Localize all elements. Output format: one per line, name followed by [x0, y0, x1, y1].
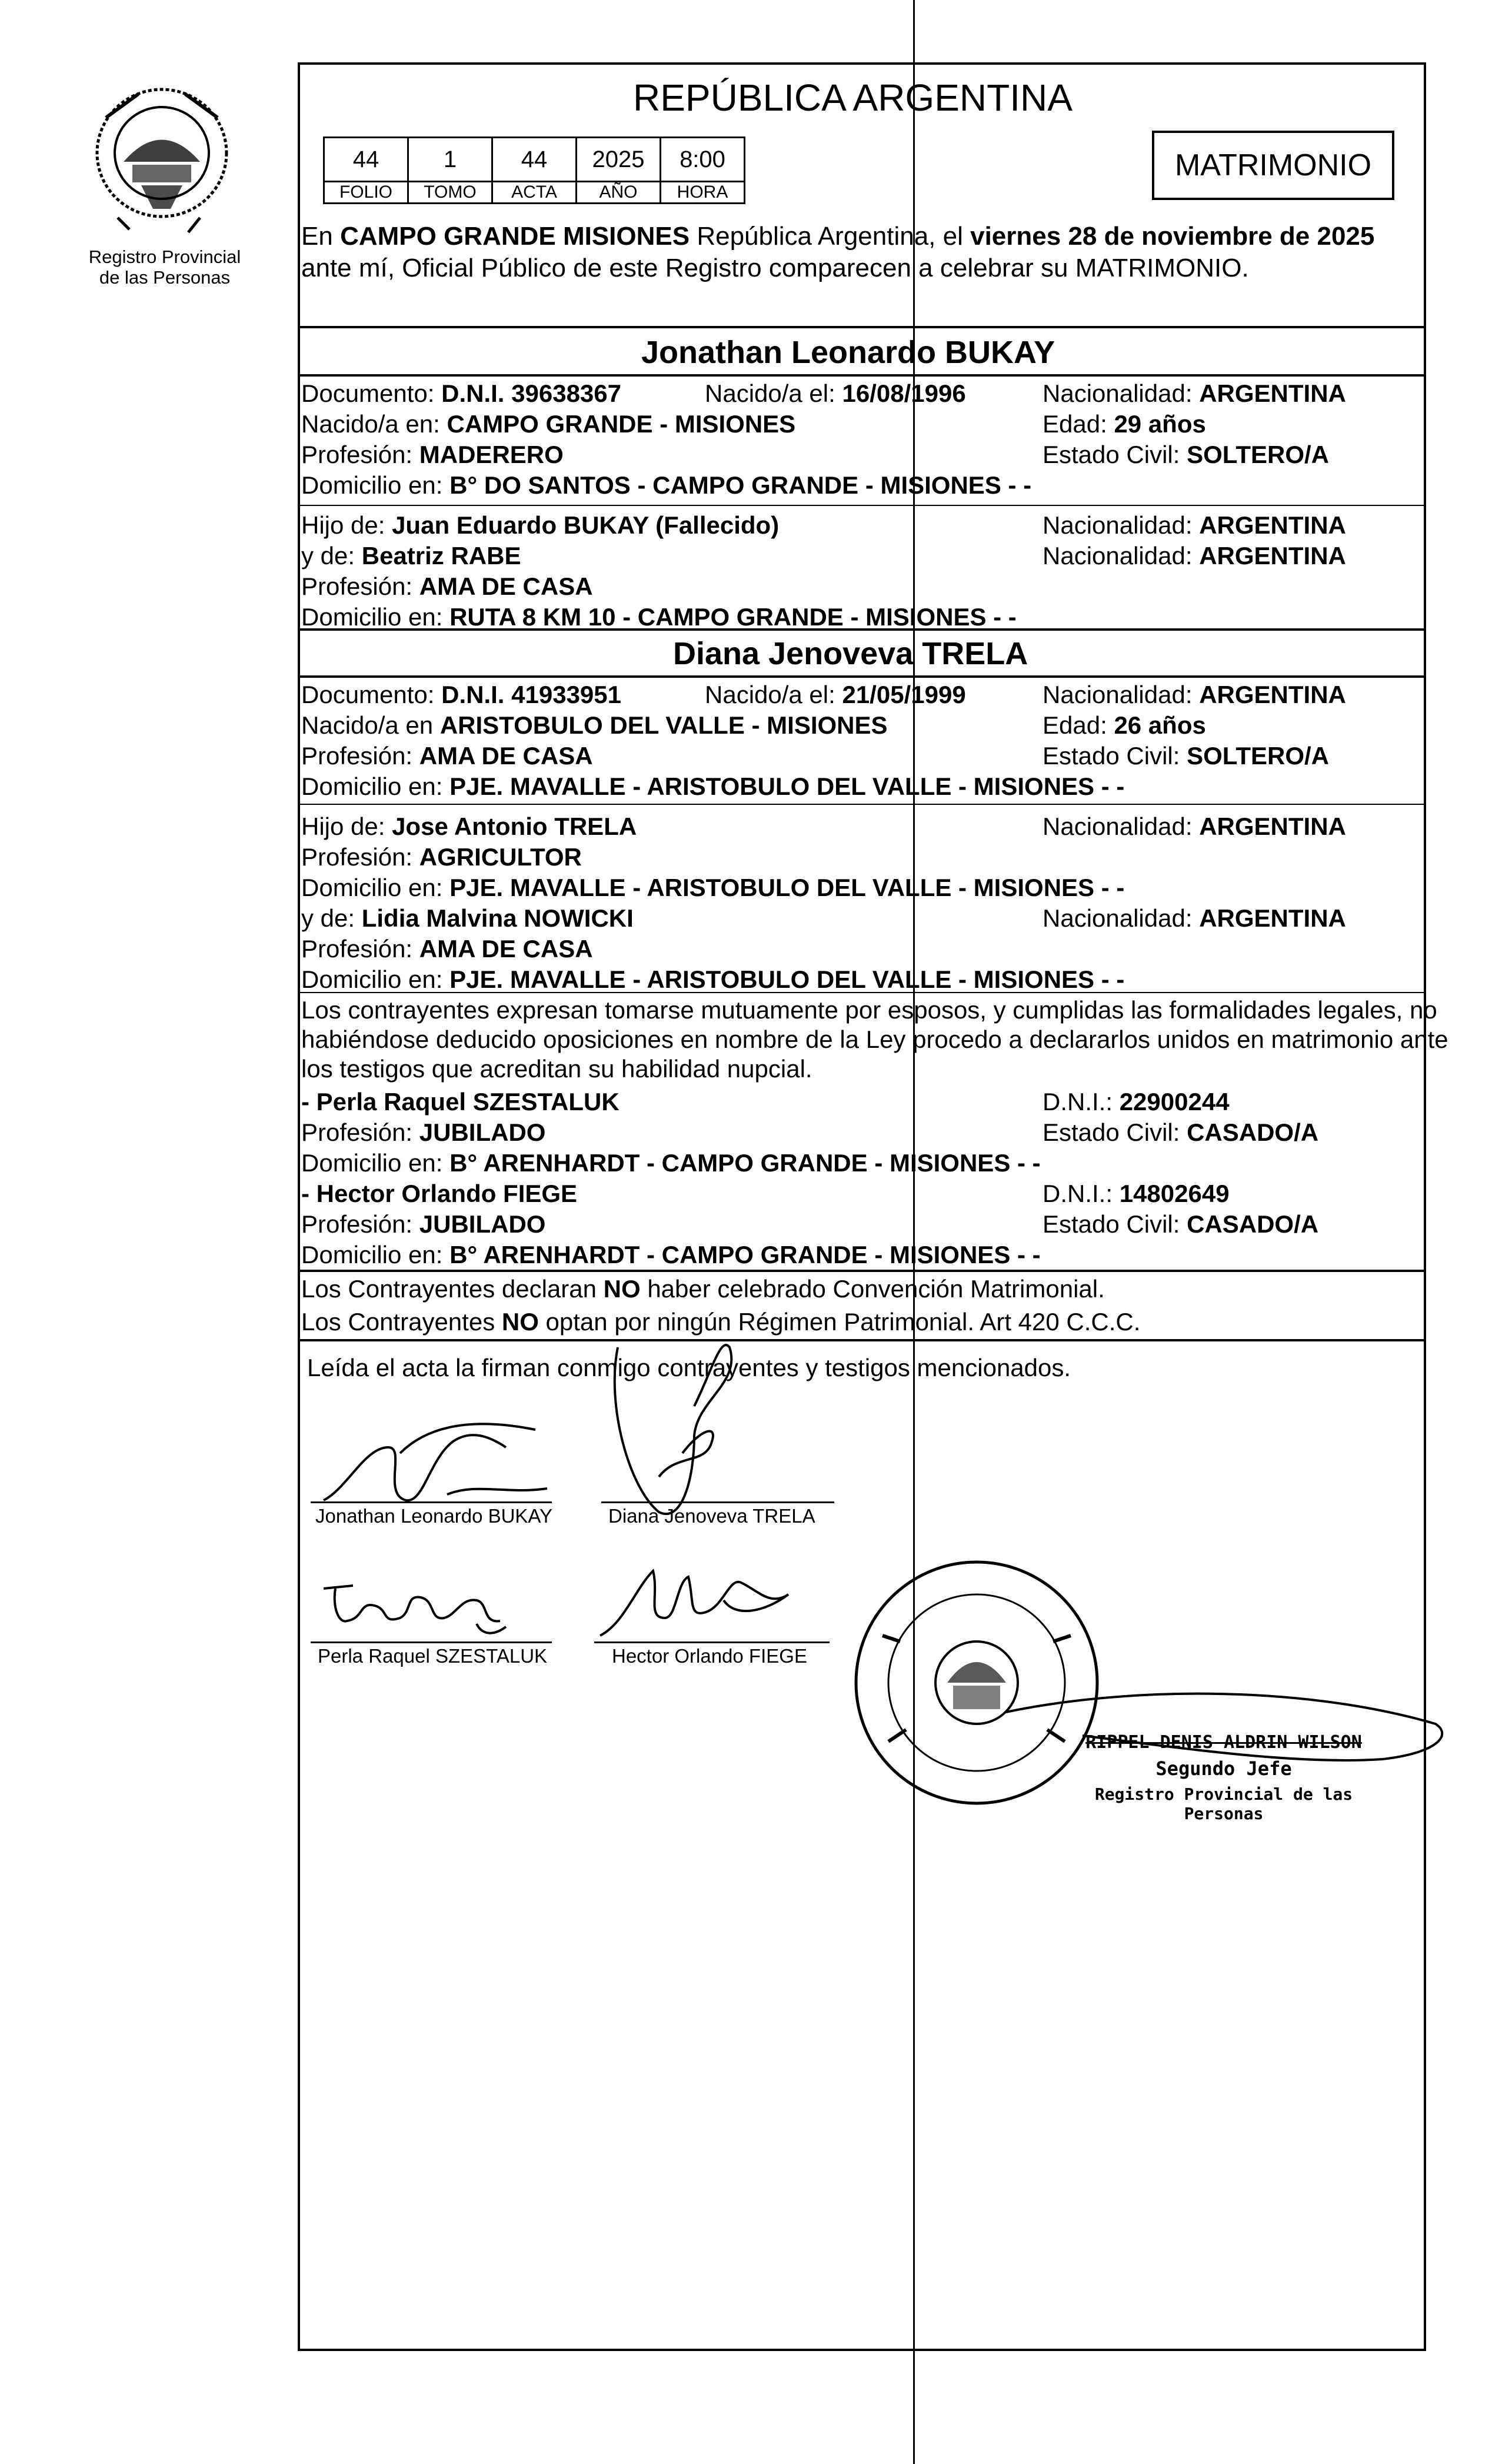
value: 14802649 [1119, 1180, 1230, 1207]
signature-line [311, 1501, 552, 1503]
witness2-profession [301, 1212, 545, 1237]
hora-value: 8:00 [661, 138, 745, 182]
value: 26 años [1114, 711, 1206, 739]
spouse1-mother-nationality [1043, 544, 1346, 568]
spouse1-father-nationality [1043, 513, 1346, 538]
label: Profesión: [301, 1118, 413, 1146]
text: Los Contrayentes declaran [301, 1275, 597, 1303]
spouse2-civil-status [1043, 744, 1329, 768]
label: Profesión: [301, 742, 413, 770]
witness2-signature [588, 1559, 800, 1641]
spouse2-birthdate [705, 682, 966, 707]
value: JUBILADO [419, 1118, 546, 1146]
label: Profesión: [301, 935, 413, 963]
province-seal-emblem [82, 82, 241, 259]
spouse2-profession [301, 744, 593, 768]
text: optan por ningún Régimen Patrimonial. Art 420 C.C.C. [545, 1308, 1141, 1336]
witness1-civil-status [1043, 1120, 1318, 1145]
ano-value: 2025 [577, 138, 661, 182]
spouse1-name: Jonathan Leonardo BUKAY [641, 335, 1055, 370]
label: Documento: [301, 379, 435, 407]
value: 16/08/1996 [842, 379, 966, 407]
label: Domicilio en: [301, 603, 443, 631]
witness1-signature [318, 1565, 512, 1641]
witness1-address [301, 1151, 1041, 1176]
label: Nacionalidad: [1043, 813, 1193, 840]
label: Nacido/a en [301, 711, 434, 739]
value: PJE. MAVALLE - ARISTOBULO DEL VALLE - MISIONES - - [449, 874, 1125, 901]
acta-label: ACTA [492, 182, 577, 204]
value: CASADO/A [1187, 1210, 1319, 1238]
declaration-line1: Los contrayentes expresan tomarse mutuamente por esposos, y cumplidas las formalidades legales, no [301, 996, 1437, 1024]
divider [298, 1339, 1426, 1341]
divider [298, 374, 1426, 377]
label: Hijo de: [301, 511, 385, 539]
spouse1-birthdate [705, 381, 966, 406]
emblem-caption [76, 247, 253, 288]
value: ARGENTINA [1199, 813, 1346, 840]
divider [298, 1270, 1426, 1272]
value: Lidia Malvina NOWICKI [361, 904, 634, 932]
value: B° DO SANTOS - CAMPO GRANDE - MISIONES - - [449, 471, 1032, 499]
label: Nacido/a el: [705, 379, 835, 407]
spouse2-signature-caption: Diana Jenoveva TRELA [608, 1505, 815, 1527]
divider [298, 628, 1426, 631]
text: haber celebrado Convención Matrimonial. [647, 1275, 1105, 1303]
witness1-dni [1043, 1090, 1230, 1114]
label: Estado Civil: [1043, 441, 1180, 468]
spouse2-birthplace [301, 713, 888, 738]
value: CASADO/A [1187, 1118, 1319, 1146]
spouse2-signature [594, 1336, 782, 1524]
value: AMA DE CASA [419, 742, 593, 770]
spouse2-age [1043, 713, 1206, 738]
label: Estado Civil: [1043, 742, 1180, 770]
spouse2-mother-nationality [1043, 906, 1346, 931]
value: MADERERO [419, 441, 564, 468]
label: Nacionalidad: [1043, 379, 1193, 407]
spouse2-documento [301, 682, 621, 707]
label: D.N.I.: [1043, 1088, 1113, 1116]
value: ARGENTINA [1199, 681, 1346, 708]
label: Nacionalidad: [1043, 904, 1193, 932]
spouse2-mother-profession [301, 937, 593, 961]
emblem-caption-line1: Registro Provincial [88, 247, 241, 267]
witness2-address [301, 1243, 1041, 1267]
spouse2-father-nationality [1043, 814, 1346, 839]
spouse2-nationality [1043, 682, 1346, 707]
label: Nacido/a en: [301, 410, 440, 438]
spouse1-nationality [1043, 381, 1346, 406]
label: Domicilio en: [301, 1149, 443, 1177]
label: y de: [301, 542, 355, 570]
convention-statement [301, 1277, 1105, 1301]
divider [298, 326, 1426, 328]
spouse2-mother [301, 906, 634, 931]
divider [298, 992, 1426, 993]
label: Domicilio en: [301, 471, 443, 499]
label: Nacionalidad: [1043, 511, 1193, 539]
page-title: REPÚBLICA ARGENTINA [633, 76, 1073, 119]
label: Profesión: [301, 843, 413, 871]
spouse2-father-profession [301, 845, 582, 870]
intro-country: República Argentina, el [697, 222, 963, 251]
spouse2-father [301, 814, 637, 839]
regime-statement [301, 1310, 1140, 1334]
official-block [1059, 1732, 1388, 1823]
negation: NO [501, 1308, 539, 1336]
spouse1-documento [301, 381, 621, 406]
intro-place: CAMPO GRANDE MISIONES [340, 222, 690, 251]
spouse1-address [301, 473, 1031, 498]
label: Edad: [1043, 711, 1107, 739]
label: Nacionalidad: [1043, 542, 1193, 570]
witness1-name: - Perla Raquel SZESTALUK [301, 1088, 620, 1116]
spouse2-mother-address [301, 967, 1124, 992]
spouse1-father [301, 513, 779, 538]
spouse2-address [301, 774, 1124, 799]
intro-line2: ante mí, Oficial Público de este Registro comparecen a celebrar su MATRIMONIO. [301, 254, 1249, 282]
label: Domicilio en: [301, 874, 443, 901]
value: B° ARENHARDT - CAMPO GRANDE - MISIONES - - [449, 1149, 1041, 1177]
value: Beatriz RABE [361, 542, 521, 570]
signature-line [601, 1501, 834, 1503]
value: ARISTOBULO DEL VALLE - MISIONES [439, 711, 888, 739]
official-office: Registro Provincial de las Personas [1094, 1784, 1353, 1823]
label: Domicilio en: [301, 773, 443, 800]
spouse1-dni: D.N.I. 39638367 [441, 379, 621, 407]
tomo-value: 1 [408, 138, 492, 182]
label: Nacionalidad: [1043, 681, 1193, 708]
witness2-signature-caption: Hector Orlando FIEGE [612, 1645, 807, 1667]
signature-line [311, 1641, 552, 1643]
label: Edad: [1043, 410, 1107, 438]
value: ARGENTINA [1199, 904, 1346, 932]
label: Estado Civil: [1043, 1118, 1180, 1146]
label: Profesión: [301, 572, 413, 600]
record-type-box: MATRIMONIO [1152, 131, 1394, 200]
spouse1-civil-status [1043, 442, 1329, 467]
value: JUBILADO [419, 1210, 546, 1238]
value: ARGENTINA [1199, 542, 1346, 570]
label: D.N.I.: [1043, 1180, 1113, 1207]
signature-line [594, 1641, 830, 1643]
label: Documento: [301, 681, 435, 708]
folio-value: 44 [324, 138, 408, 182]
value: PJE. MAVALLE - ARISTOBULO DEL VALLE - MISIONES - - [449, 965, 1125, 993]
declaration-line3: los testigos que acreditan su habilidad nupcial. [301, 1055, 812, 1083]
folio-label: FOLIO [324, 182, 408, 204]
witness2-dni [1043, 1181, 1230, 1206]
record-number-table [323, 136, 745, 204]
scan-crease-line [913, 0, 915, 2464]
intro-line1 [301, 224, 1374, 249]
spouse1-age [1043, 412, 1206, 437]
value: SOLTERO/A [1187, 441, 1329, 468]
value: CAMPO GRANDE - MISIONES [447, 410, 796, 438]
divider [298, 804, 1426, 805]
value: SOLTERO/A [1187, 742, 1329, 770]
value: 21/05/1999 [842, 681, 966, 708]
official-name: RIPPEL DENIS ALDRIN WILSON [1085, 1732, 1362, 1753]
closing-text: Leída el acta la firman conmigo contrayentes y testigos mencionados. [307, 1354, 1071, 1381]
acta-value: 44 [492, 138, 577, 182]
official-title: Segundo Jefe [1155, 1757, 1292, 1780]
spouse2-name: Diana Jenoveva TRELA [673, 636, 1028, 671]
divider [298, 505, 1426, 506]
spouse1-birthplace [301, 412, 795, 437]
spouse1-profession [301, 442, 564, 467]
declaration-line2: habiéndose deducido oposiciones en nombre de la Ley procedo a declararlos unidos en matrimonio ante [301, 1025, 1448, 1053]
value: ARGENTINA [1199, 511, 1346, 539]
witness1-profession [301, 1120, 545, 1145]
spouse1-mother-address [301, 605, 1017, 630]
label: Nacido/a el: [705, 681, 835, 708]
divider [298, 675, 1426, 678]
label: Profesión: [301, 1210, 413, 1238]
spouse2-father-address [301, 875, 1124, 900]
value: 29 años [1114, 410, 1206, 438]
intro-en: En [301, 222, 333, 251]
hora-label: HORA [661, 182, 745, 204]
intro-date: viernes 28 de noviembre de 2025 [970, 222, 1375, 251]
spouse1-mother-profession [301, 574, 593, 599]
spouse1-signature-caption: Jonathan Leonardo BUKAY [315, 1505, 553, 1527]
witness2-civil-status [1043, 1212, 1318, 1237]
text: Los Contrayentes [301, 1308, 495, 1336]
label: Profesión: [301, 441, 413, 468]
value: PJE. MAVALLE - ARISTOBULO DEL VALLE - MISIONES - - [449, 773, 1125, 800]
value: Jose Antonio TRELA [392, 813, 637, 840]
ano-label: AÑO [577, 182, 661, 204]
value: 22900244 [1119, 1088, 1230, 1116]
label: Estado Civil: [1043, 1210, 1180, 1238]
label: Domicilio en: [301, 965, 443, 993]
spouse2-dni: D.N.I. 41933951 [441, 681, 621, 708]
label: Domicilio en: [301, 1241, 443, 1268]
label: y de: [301, 904, 355, 932]
value: AMA DE CASA [419, 935, 593, 963]
value: AGRICULTOR [419, 843, 582, 871]
value: B° ARENHARDT - CAMPO GRANDE - MISIONES - - [449, 1241, 1041, 1268]
value: RUTA 8 KM 10 - CAMPO GRANDE - MISIONES - - [449, 603, 1017, 631]
tomo-label: TOMO [408, 182, 492, 204]
value: ARGENTINA [1199, 379, 1346, 407]
emblem-caption-line2: de las Personas [99, 267, 231, 288]
spouse1-mother [301, 544, 521, 568]
value: AMA DE CASA [419, 572, 593, 600]
witness1-signature-caption: Perla Raquel SZESTALUK [318, 1645, 548, 1667]
negation: NO [603, 1275, 641, 1303]
witness2-name: - Hector Orlando FIEGE [301, 1180, 578, 1207]
label: Hijo de: [301, 813, 385, 840]
value: Juan Eduardo BUKAY (Fallecido) [392, 511, 780, 539]
